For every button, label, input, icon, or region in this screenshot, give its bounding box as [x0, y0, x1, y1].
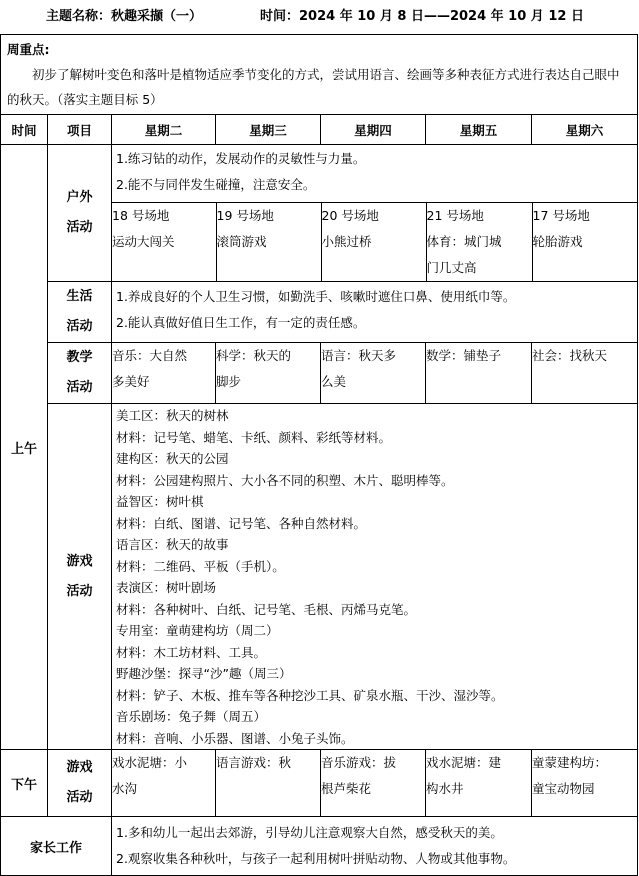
col-header-friday: 星期五 — [426, 115, 532, 145]
afternoon-wednesday: 语言游戏：秋 — [216, 750, 321, 817]
game-activity-label: 游戏 活动 — [48, 404, 112, 750]
theme-name: 主题名称：秋趣采撷（一） — [46, 9, 203, 24]
outdoor-wednesday: 19 号场地 滚筒游戏 — [216, 203, 321, 282]
afternoon-label: 下午 — [1, 750, 48, 817]
col-header-wednesday: 星期三 — [216, 115, 321, 145]
teaching-friday: 数学：铺垫子 — [426, 343, 532, 404]
game-area-name: 益智区：树叶棋 — [116, 494, 204, 509]
teaching-tuesday: 音乐：大自然 多美好 — [112, 343, 216, 404]
game-area-materials: 材料：二维码、平板（手机）。 — [116, 558, 285, 574]
col-header-thursday: 星期四 — [321, 115, 426, 145]
parents-work-item: 2.观察收集各种秋叶，与孩子一起利用树叶拼贴动物、人物或其他事物。 — [116, 851, 516, 866]
parents-work-label: 家长工作 — [1, 817, 112, 876]
game-area-name: 音乐剧场：兔子舞（周五） — [116, 709, 267, 724]
col-header-saturday: 星期六 — [532, 115, 638, 145]
col-header-time: 时间 — [1, 115, 48, 145]
afternoon-friday: 戏水泥塘：建 构水井 — [426, 750, 532, 817]
outdoor-saturday: 17 号场地 轮胎游戏 — [532, 203, 637, 282]
outdoor-activity-content — [112, 145, 638, 282]
parents-work-content — [112, 817, 638, 876]
col-header-item: 项目 — [48, 115, 112, 145]
week-focus — [1, 35, 638, 115]
afternoon-saturday: 童蒙建构坊： 童宝动物园 — [532, 750, 638, 817]
weekly-plan-table — [0, 34, 638, 876]
morning-label: 上午 — [1, 145, 48, 750]
date-range: 时间：2024 年 10 月 8 日——2024 年 10 月 12 日 — [260, 9, 584, 24]
game-activity-content — [112, 404, 638, 750]
game-area-materials: 材料：音响、小乐器、图谱、小兔子头饰。 — [116, 730, 354, 746]
outdoor-tuesday: 18 号场地 运动大闯关 — [112, 203, 216, 282]
outdoor-activity-label: 户外 活动 — [48, 145, 112, 282]
parents-work-item: 1.多和幼儿一起出去郊游，引导幼儿注意观察大自然，感受秋天的美。 — [116, 825, 503, 840]
game-area-name: 野趣沙堡：探寻“沙”趣（周三） — [116, 666, 292, 681]
game-area-materials: 材料：铲子、木板、推车等各种挖沙工具、矿泉水瓶、干沙、湿沙等。 — [116, 687, 504, 703]
life-goal: 1.养成良好的个人卫生习惯，如勤洗手、咳嗽时遮住口鼻、使用纸巾等。 — [116, 289, 516, 304]
afternoon-tuesday: 戏水泥塘：小 水沟 — [112, 750, 216, 817]
col-header-tuesday: 星期二 — [112, 115, 216, 145]
week-focus-title: 周重点: — [7, 42, 50, 57]
game-area-materials: 材料：公园建构照片、大小各不同的积塑、木片、聪明棒等。 — [116, 472, 454, 488]
game-area-name: 美工区：秋天的树林 — [116, 408, 229, 423]
life-activity-content — [112, 282, 638, 343]
outdoor-goal: 2.能不与同伴发生碰撞，注意安全。 — [116, 177, 316, 192]
outdoor-goal: 1.练习钻的动作，发展动作的灵敏性与力量。 — [116, 151, 366, 166]
teaching-wednesday: 科学：秋天的 脚步 — [216, 343, 321, 404]
game-area-name: 语言区：秋天的故事 — [116, 537, 229, 552]
game-area-name: 专用室：童萌建构坊（周二） — [116, 623, 279, 638]
teaching-thursday: 语言：秋天多 么美 — [321, 343, 426, 404]
outdoor-friday: 21 号场地 体育：城门城 门几丈高 — [426, 203, 532, 282]
week-focus-text: 初步了解树叶变色和落叶是植物适应季节变化的方式，尝试用语言、绘画等多种表征方式进行表达自己眼中的秋天。（落实主题目标 5） — [7, 67, 620, 107]
life-goal: 2.能认真做好值日生工作，有一定的责任感。 — [116, 315, 366, 330]
game-area-materials: 材料：白纸、图谱、记号笔、各种自然材料。 — [116, 515, 367, 531]
document-header — [0, 0, 639, 34]
outdoor-thursday: 20 号场地 小熊过桥 — [321, 203, 426, 282]
teaching-activity-label: 教学 活动 — [48, 343, 112, 404]
afternoon-thursday: 音乐游戏：拔 根芦柴花 — [321, 750, 426, 817]
afternoon-game-label: 游戏 活动 — [48, 750, 112, 817]
game-area-materials: 材料：各种树叶、白纸、记号笔、毛根、丙烯马克笔。 — [116, 601, 417, 617]
game-area-materials: 材料：记号笔、蜡笔、卡纸、颜料、彩纸等材料。 — [116, 429, 392, 445]
teaching-saturday: 社会：找秋天 — [532, 343, 638, 404]
game-area-materials: 材料：木工坊材料、工具。 — [116, 644, 267, 660]
game-area-name: 表演区：树叶剧场 — [116, 580, 217, 595]
game-area-name: 建构区：秋天的公园 — [116, 451, 229, 466]
life-activity-label: 生活 活动 — [48, 282, 112, 343]
